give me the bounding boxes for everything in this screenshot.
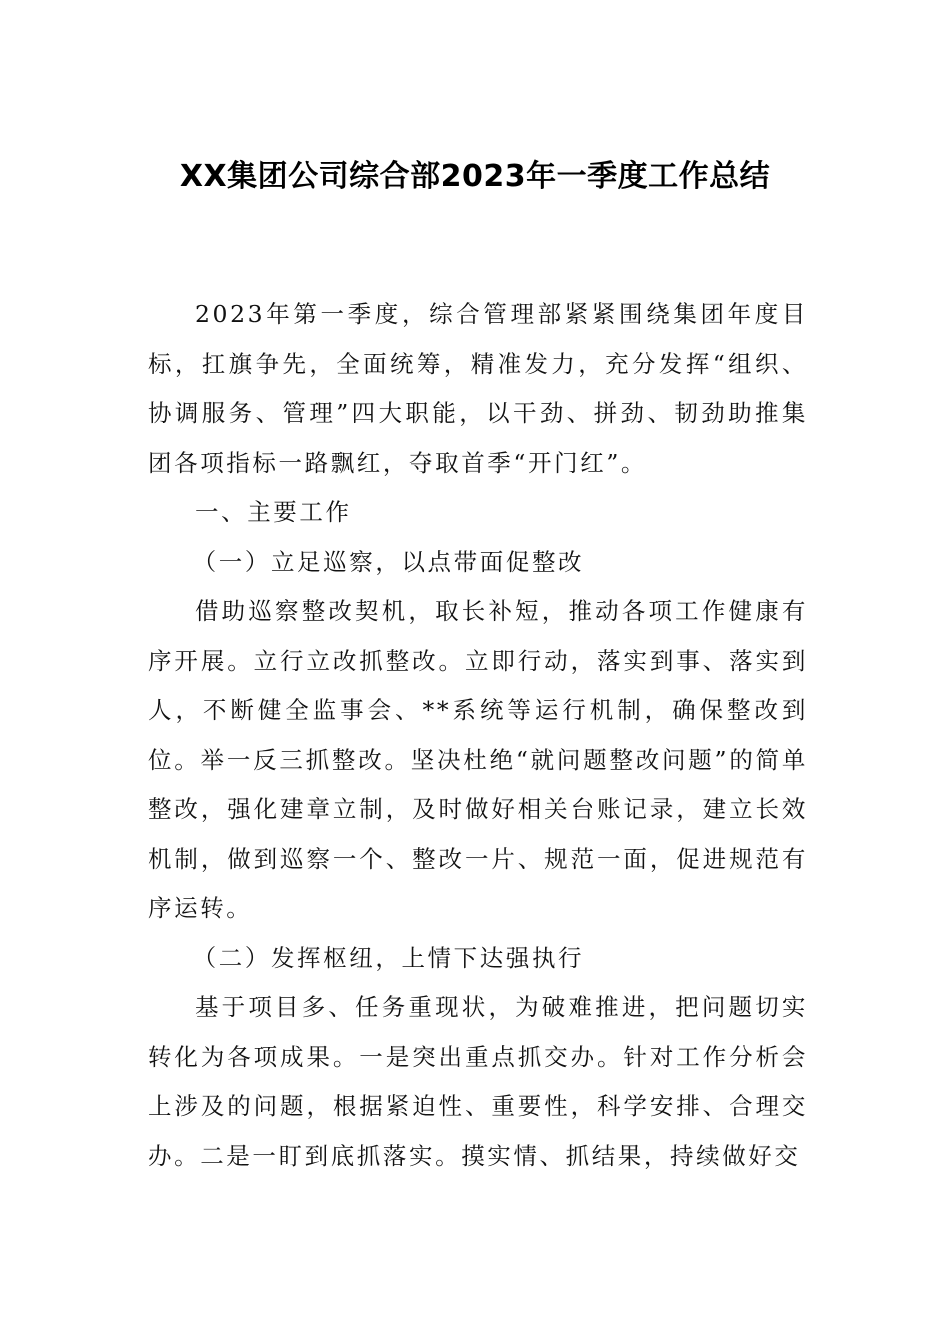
body-paragraph-1: 借助巡察整改契机，取长补短，推动各项工作健康有序开展。立行立改抓整改。立即行动，落实到事、落实到人，不断健全监事会、**系统等运行机制，确保整改到位。举一反三抓整改。坚决杜绝“就问题整改问题”的简单整改，强化建章立制，及时做好相关台账记录，建立长效机制，做到巡察一个、整改一片、规范一面，促进规范有序运转。: [148, 597, 808, 922]
section-heading-main-work: 一、主要工作: [195, 498, 352, 526]
body-paragraph-2: 基于项目多、任务重现状，为破难推进，把问题切实转化为各项成果。一是突出重点抓交办。针对工作分析会上涉及的问题，根据紧迫性、重要性，科学安排、合理交办。二是一盯到底抓落实。摸实情、抓结果，持续做好交: [148, 993, 808, 1170]
document-title: XX集团公司综合部2023年一季度工作总结: [179, 159, 771, 194]
intro-paragraph: 2023年第一季度，综合管理部紧紧围绕集团年度目标，扛旗争先，全面统筹，精准发力，充分发挥“组织、协调服务、管理”四大职能，以干劲、拼劲、韧劲助推集团各项指标一路飘红，夺取首季“开门红”。: [148, 300, 808, 477]
document-body: [148, 290, 808, 1181]
subsection-heading-2: （二）发挥枢纽，上情下达强执行: [192, 943, 585, 972]
subsection-heading-1: （一）立足巡察，以点带面促整改: [192, 547, 585, 576]
